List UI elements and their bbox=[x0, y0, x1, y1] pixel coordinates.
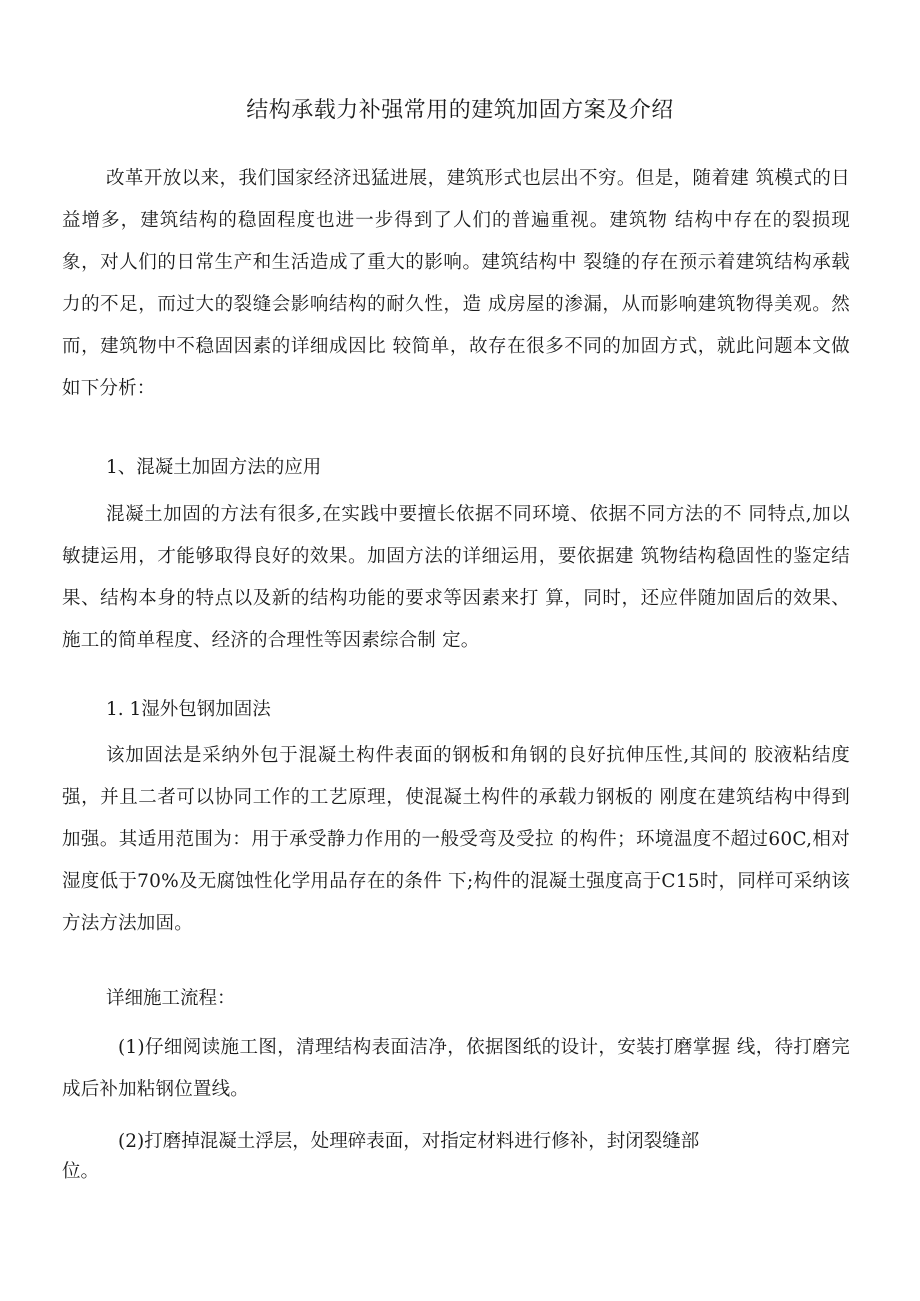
step-2-line-1: (2)打磨掉混凝土浮层，处理碎表面，对指定材料进行修补，封闭裂缝部 bbox=[118, 1131, 700, 1152]
section-1-paragraph: 混凝土加固的方法有很多,在实践中要擅长依据不同环境、依据不同方法的不 同特点,加以敏捷运用，才能够取得良好的效果。加固方法的详细运用，要依据建 筑物结构稳固性的鉴定结果、结构本身的特点以及新的结构功能的要求等因素来打 算，同时，还应伴随加固后的效果、施工的简单程度、经济的合理性等因素综合制 定。 bbox=[62, 504, 850, 651]
document-title: 结构承载力补强常用的建筑加固方案及介绍 bbox=[246, 98, 674, 123]
process-heading: 详细施工流程： bbox=[106, 988, 236, 1009]
section-1-1-paragraph: 该加固法是采纳外包于混凝土构件表面的钢板和角钢的良好抗伸压性,其间的 胶液粘结度强，并且二者可以协同工作的工艺原理，使混凝土构件的承载力钢板的 刚度在建筑结构中得到加强。其适用范围为：用于承受静力作用的一般受弯及受拉 的构件；环境温度不超过60C,相对湿度低于70%及无腐蚀性化学用品存在的条件 下;构件的混凝土强度高于C15时，同样可采纳该方法方法加固。 bbox=[62, 745, 850, 934]
section-1-1-heading: 1. 1湿外包钢加固法 bbox=[106, 699, 271, 720]
section-1-heading: 1、混凝土加固方法的应用 bbox=[106, 457, 322, 478]
step-1-paragraph: (1)仔细阅读施工图，清理结构表面洁净，依据图纸的设计，安装打磨掌握 线，待打磨完成后补加粘钢位置线。 bbox=[62, 1037, 850, 1100]
intro-paragraph: 改革开放以来，我们国家经济迅猛进展，建筑形式也层出不穷。但是，随着建 筑模式的日益增多，建筑结构的稳固程度也进一步得到了人们的普遍重视。建筑物 结构中存在的裂损现象，对人们的日常生产和生活造成了重大的影响。建筑结构中 裂缝的存在预示着建筑结构承载力的不足，而过大的裂缝会影响结构的耐久性，造 成房屋的渗漏，从而影响建筑物得美观。然而，建筑物中不稳固因素的详细成因比 较简单，故存在很多不同的加固方式，就此问题本文做如下分析： bbox=[62, 168, 850, 399]
step-2-line-2: 位。 bbox=[62, 1161, 100, 1182]
